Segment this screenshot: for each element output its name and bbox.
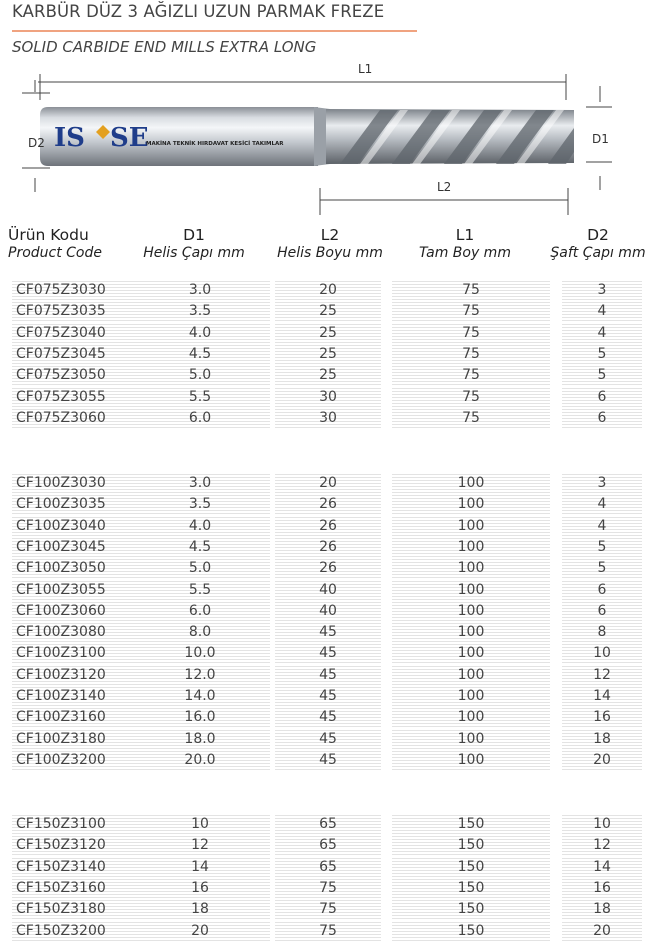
- column-header-en: Şaft Çapı mm: [550, 245, 646, 261]
- table-cell-d2: 5: [562, 559, 642, 578]
- table-cell-d2: 3: [562, 281, 642, 300]
- table-row: [0, 495, 648, 516]
- table-cell-code: CF150Z3140: [12, 858, 270, 877]
- table-row: [0, 879, 648, 900]
- logo-is: IS: [54, 123, 85, 153]
- table-cell-l1: 100: [392, 495, 550, 514]
- table-cell-d1: 16.0: [184, 709, 216, 726]
- table-cell-d2: 16: [562, 708, 642, 727]
- l2-label: L2: [437, 180, 452, 194]
- table-row: [0, 644, 648, 665]
- table-cell-d1: 4.5: [188, 345, 212, 362]
- table-cell-l1: 75: [392, 388, 550, 407]
- table-cell-l1: 100: [392, 623, 550, 642]
- table-cell-code: CF100Z3040: [12, 517, 270, 536]
- table-cell-d1: 5.0: [188, 560, 212, 577]
- table-cell-l2: 26: [275, 538, 381, 557]
- table-cell-d2: 6: [562, 409, 642, 428]
- table-row: [0, 281, 648, 302]
- table-cell-l1: 75: [392, 409, 550, 428]
- table-cell-d2: 12: [562, 666, 642, 685]
- table-cell-d2: 6: [562, 602, 642, 621]
- table-cell-d2: 18: [562, 730, 642, 749]
- table-cell-l2: 45: [275, 644, 381, 663]
- table-cell-d2: 20: [562, 922, 642, 941]
- table-cell-d1: 20: [191, 922, 209, 939]
- table-cell-d1: 10: [191, 816, 209, 832]
- table-cell-l1: 100: [392, 538, 550, 557]
- table-row: [0, 602, 648, 623]
- column-header-tr: L2: [320, 226, 340, 244]
- d1-label: D1: [592, 132, 609, 146]
- table-cell-d1: 5.5: [188, 388, 212, 405]
- column-header-en: Helis Çapı mm: [143, 245, 245, 261]
- table-row: [0, 538, 648, 559]
- table-cell-d1: 18: [191, 901, 209, 918]
- table-cell-l2: 25: [275, 366, 381, 385]
- table-cell-d2: 12: [562, 836, 642, 855]
- table-cell-d2: 4: [562, 517, 642, 536]
- table-cell-d2: 8: [562, 623, 642, 642]
- table-cell-d2: 20: [562, 751, 642, 770]
- table-cell-d1: 3.0: [188, 282, 212, 298]
- table-cell-code: CF150Z3160: [12, 879, 270, 898]
- d2-label: D2: [28, 136, 45, 150]
- table-cell-code: CF100Z3030: [12, 474, 270, 493]
- table-cell-d2: 10: [562, 644, 642, 663]
- table-cell-code: CF100Z3035: [12, 495, 270, 514]
- table-cell-l2: 65: [275, 815, 381, 834]
- table-cell-l2: 45: [275, 687, 381, 706]
- table-row: [0, 388, 648, 409]
- table-cell-l2: 25: [275, 345, 381, 364]
- table-cell-d1: 6.0: [188, 602, 212, 619]
- table-cell-d1: 16: [191, 879, 209, 896]
- column-header-tr: L1: [455, 226, 475, 244]
- column-header-4: [548, 226, 648, 261]
- table-cell-l2: 75: [275, 900, 381, 919]
- table-cell-d1: 5.5: [188, 581, 212, 598]
- table-cell-l1: 150: [392, 815, 550, 834]
- logo-se: SE: [110, 123, 149, 153]
- table-cell-d1: 3.5: [188, 496, 212, 513]
- column-header-3: [405, 226, 525, 261]
- table-cell-l1: 100: [392, 559, 550, 578]
- column-header-2: [270, 226, 390, 261]
- table-row: [0, 345, 648, 366]
- table-row: [0, 324, 648, 345]
- table-row: [0, 581, 648, 602]
- table-cell-l2: 45: [275, 751, 381, 770]
- table-row: [0, 922, 648, 943]
- table-cell-code: CF100Z3180: [12, 730, 270, 749]
- table-cell-d1: 4.0: [188, 324, 212, 341]
- table-cell-code: CF100Z3200: [12, 751, 270, 770]
- table-cell-code: CF075Z3060: [12, 409, 270, 428]
- table-cell-l1: 75: [392, 281, 550, 300]
- table-cell-d1: 4.0: [188, 517, 212, 534]
- table-cell-code: CF075Z3050: [12, 366, 270, 385]
- table-cell-d2: 4: [562, 302, 642, 321]
- table-cell-d1: 10.0: [184, 645, 216, 662]
- table-cell-code: CF100Z3120: [12, 666, 270, 685]
- table-cell-d2: 10: [562, 815, 642, 834]
- column-header-tr: D1: [183, 226, 205, 244]
- column-header-en: Tam Boy mm: [419, 245, 511, 261]
- page-title: KARBÜR DÜZ 3 AĞIZLI UZUN PARMAK FREZE: [12, 2, 385, 21]
- table-cell-code: CF150Z3200: [12, 922, 270, 941]
- table-cell-l2: 30: [275, 388, 381, 407]
- table-cell-l2: 75: [275, 922, 381, 941]
- table-cell-code: CF075Z3030: [12, 281, 270, 300]
- table-row: [0, 708, 648, 729]
- table-cell-l1: 75: [392, 324, 550, 343]
- table-cell-l2: 45: [275, 623, 381, 642]
- table-cell-code: CF100Z3055: [12, 581, 270, 600]
- table-cell-l1: 75: [392, 345, 550, 364]
- table-cell-l2: 40: [275, 581, 381, 600]
- table-cell-d2: 4: [562, 495, 642, 514]
- table-cell-d2: 5: [562, 366, 642, 385]
- table-cell-code: CF150Z3100: [12, 815, 270, 834]
- table-row: [0, 666, 648, 687]
- table-cell-code: CF100Z3060: [12, 602, 270, 621]
- table-cell-l1: 75: [392, 366, 550, 385]
- table-row: [0, 517, 648, 538]
- table-cell-code: CF150Z3180: [12, 900, 270, 919]
- table-cell-d1: 3.0: [188, 475, 212, 491]
- end-mill-drawing: [0, 60, 648, 220]
- table-cell-d2: 14: [562, 687, 642, 706]
- table-cell-d2: 3: [562, 474, 642, 493]
- table-row: [0, 900, 648, 921]
- table-cell-code: CF075Z3045: [12, 345, 270, 364]
- table-cell-d2: 18: [562, 900, 642, 919]
- table-cell-l1: 100: [392, 751, 550, 770]
- title-divider: [12, 30, 417, 32]
- table-cell-l1: 75: [392, 302, 550, 321]
- table-cell-code: CF100Z3140: [12, 687, 270, 706]
- table-cell-d2: 6: [562, 581, 642, 600]
- table-row: [0, 858, 648, 879]
- table-cell-l1: 100: [392, 581, 550, 600]
- column-header-0: [8, 226, 108, 261]
- table-cell-d2: 14: [562, 858, 642, 877]
- table-cell-d2: 5: [562, 345, 642, 364]
- table-cell-l1: 150: [392, 900, 550, 919]
- column-header-tr: Ürün Kodu: [8, 226, 89, 244]
- table-cell-l1: 100: [392, 708, 550, 727]
- l1-label: L1: [358, 62, 373, 76]
- table-cell-d1: 3.5: [188, 303, 212, 320]
- table-row: [0, 302, 648, 323]
- table-cell-l2: 45: [275, 730, 381, 749]
- table-row: [0, 623, 648, 644]
- table-cell-l1: 100: [392, 644, 550, 663]
- end-mill-illustration: [0, 60, 648, 220]
- table-cell-code: CF100Z3080: [12, 623, 270, 642]
- table-row: [0, 474, 648, 495]
- table-cell-d1: 20.0: [184, 751, 216, 768]
- table-header: [0, 226, 648, 272]
- table-cell-d1: 14.0: [184, 688, 216, 704]
- table-cell-l1: 100: [392, 474, 550, 493]
- table-cell-l2: 40: [275, 602, 381, 621]
- table-cell-l2: 65: [275, 858, 381, 877]
- table-cell-code: CF075Z3035: [12, 302, 270, 321]
- table-cell-d1: 6.0: [188, 409, 212, 426]
- table-cell-l2: 25: [275, 302, 381, 321]
- table-cell-code: CF100Z3100: [12, 644, 270, 663]
- table-cell-l2: 26: [275, 559, 381, 578]
- column-header-1: [130, 226, 258, 261]
- table-row: [0, 836, 648, 857]
- table-cell-l2: 26: [275, 495, 381, 514]
- table-cell-d2: 4: [562, 324, 642, 343]
- table-cell-code: CF075Z3055: [12, 388, 270, 407]
- table-cell-l2: 30: [275, 409, 381, 428]
- table-cell-l2: 75: [275, 879, 381, 898]
- table-cell-d2: 6: [562, 388, 642, 407]
- table-cell-l1: 100: [392, 730, 550, 749]
- table-cell-d2: 5: [562, 538, 642, 557]
- page-subtitle: SOLID CARBIDE END MILLS EXTRA LONG: [12, 38, 317, 56]
- table-cell-l2: 45: [275, 708, 381, 727]
- table-cell-l2: 26: [275, 517, 381, 536]
- table-cell-l1: 150: [392, 858, 550, 877]
- table-cell-l1: 100: [392, 687, 550, 706]
- table-cell-l2: 65: [275, 836, 381, 855]
- table-cell-code: CF075Z3040: [12, 324, 270, 343]
- table-cell-l1: 100: [392, 666, 550, 685]
- table-row: [0, 366, 648, 387]
- column-header-en: Product Code: [8, 245, 103, 261]
- table-cell-l1: 100: [392, 517, 550, 536]
- column-header-en: Helis Boyu mm: [277, 245, 383, 261]
- column-header-tr: D2: [587, 226, 609, 244]
- table-cell-d1: 12.0: [184, 666, 216, 683]
- table-cell-d1: 5.0: [188, 367, 212, 384]
- table-cell-d1: 14: [191, 858, 209, 875]
- table-cell-code: CF100Z3045: [12, 538, 270, 557]
- table-cell-code: CF150Z3120: [12, 836, 270, 855]
- logo-tagline: MAKİNA TEKNİK HIRDAVAT KESİCİ TAKIMLAR: [146, 141, 284, 147]
- table-cell-d1: 4.5: [188, 538, 212, 555]
- table-row: [0, 730, 648, 751]
- table-cell-d1: 18.0: [184, 730, 216, 747]
- table-cell-d1: 12: [191, 837, 209, 854]
- table-cell-l2: 45: [275, 666, 381, 685]
- table-cell-l2: 20: [275, 281, 381, 300]
- table-row: [0, 751, 648, 772]
- table-row: [0, 815, 648, 836]
- table-cell-d1: 8.0: [188, 624, 212, 641]
- table-cell-l1: 150: [392, 836, 550, 855]
- table-cell-l1: 150: [392, 879, 550, 898]
- table-cell-code: CF100Z3160: [12, 708, 270, 727]
- table-cell-d2: 16: [562, 879, 642, 898]
- table-row: [0, 559, 648, 580]
- table-row: [0, 409, 648, 430]
- table-cell-l1: 100: [392, 602, 550, 621]
- table-cell-l2: 20: [275, 474, 381, 493]
- table-cell-code: CF100Z3050: [12, 559, 270, 578]
- table-cell-l2: 25: [275, 324, 381, 343]
- table-row: [0, 687, 648, 708]
- table-cell-l1: 150: [392, 922, 550, 941]
